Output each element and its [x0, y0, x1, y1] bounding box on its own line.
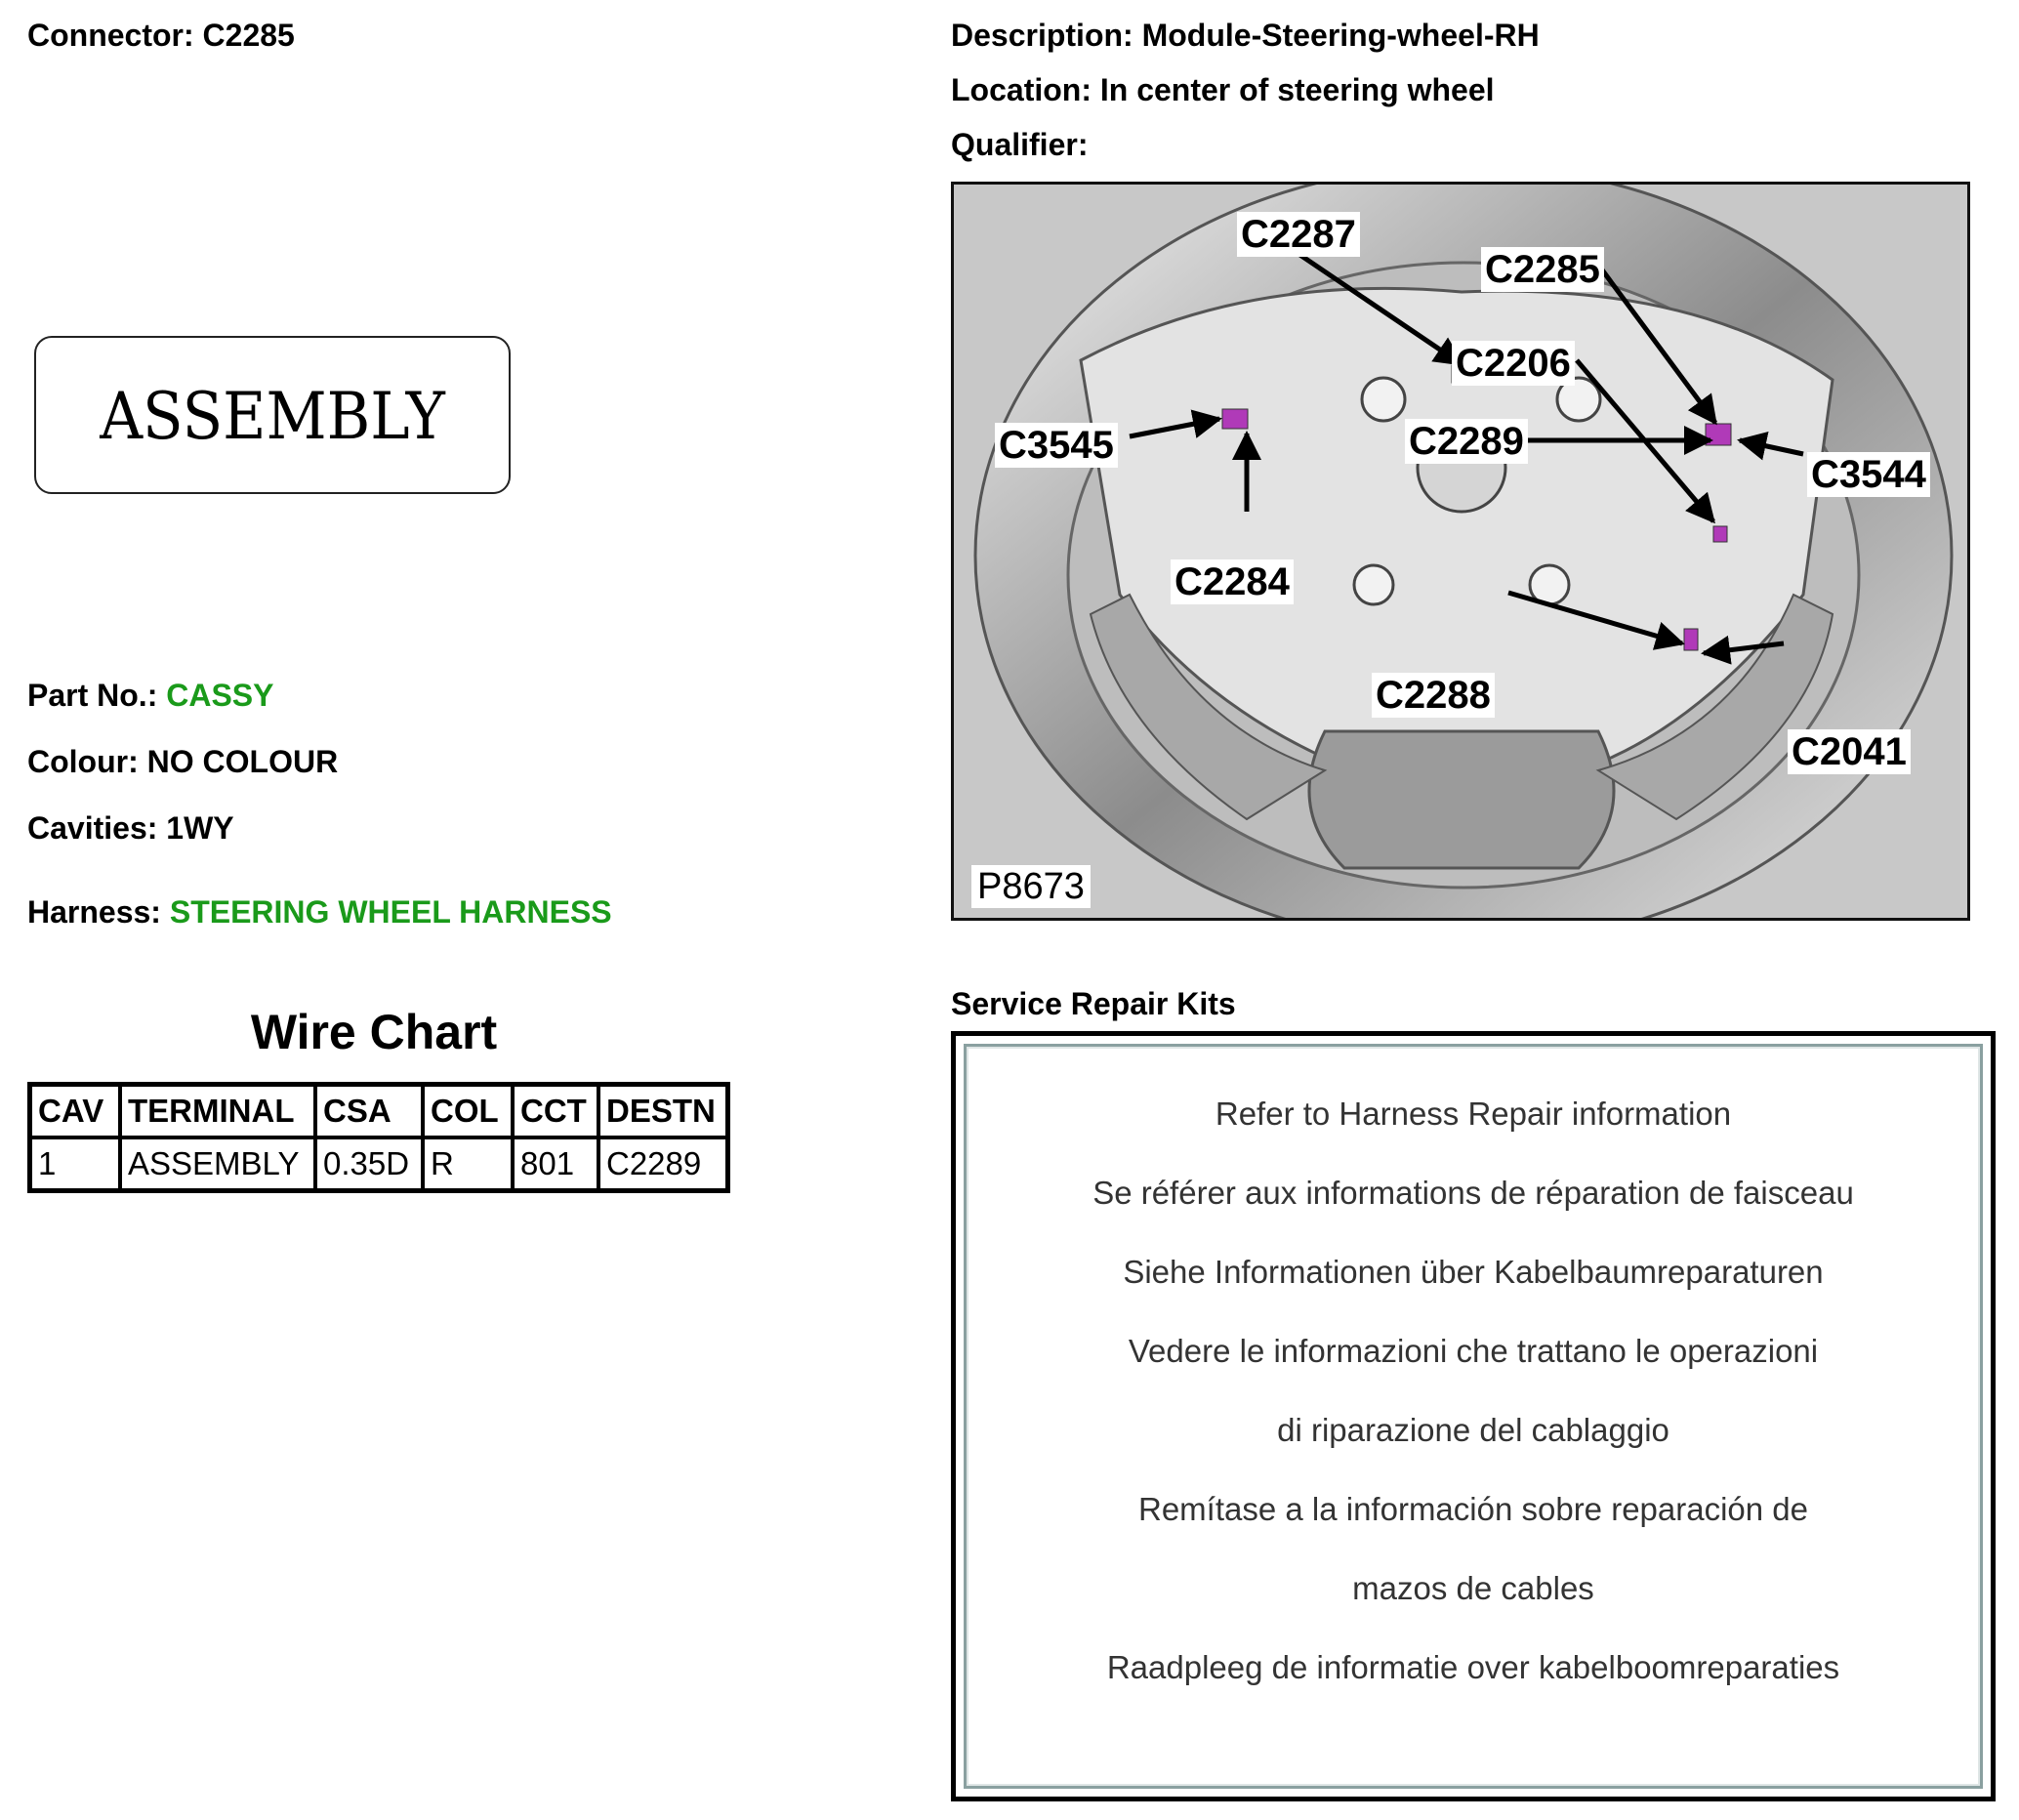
callout-c2284[interactable]: C2284 — [1171, 559, 1294, 604]
repair-line: Raadpleeg de informatie over kabelboomreparaties — [1106, 1649, 1840, 1685]
qualifier-label: Qualifier: — [951, 127, 1089, 162]
col-header-col: COL — [423, 1085, 513, 1138]
repair-line: di riparazione del cablaggio — [1277, 1412, 1669, 1448]
steering-wheel-figure — [951, 182, 1970, 921]
repair-line: Remítase a la información sobre reparación de — [1137, 1491, 1809, 1527]
callout-c2285[interactable]: C2285 — [1481, 247, 1604, 292]
callout-c2041[interactable]: C2041 — [1788, 729, 1911, 774]
cell-destn[interactable]: C2289 — [598, 1138, 728, 1191]
colour-label: Colour: NO COLOUR — [27, 744, 339, 779]
repair-line: mazos de cables — [1352, 1570, 1594, 1606]
callout-c2288[interactable]: C2288 — [1372, 673, 1495, 718]
part-no-value[interactable]: CASSY — [166, 678, 274, 713]
part-no-label: Part No.: — [27, 678, 167, 713]
harness — [27, 894, 612, 931]
callout-c2289[interactable]: C2289 — [1405, 419, 1528, 464]
col-header-terminal: TERMINAL — [120, 1085, 315, 1138]
location-label: Location: In center of steering wheel — [951, 72, 1495, 107]
repair-line: Se référer aux informations de réparation de faisceau — [1092, 1175, 1854, 1211]
service-repair-inner — [964, 1044, 1983, 1789]
repair-line: Siehe Informationen über Kabelbaumreparaturen — [1123, 1254, 1824, 1290]
cell-col: R — [423, 1138, 513, 1191]
col-header-cav: CAV — [30, 1085, 121, 1138]
repair-line: Vedere le informazioni che trattano le operazioni — [1128, 1333, 1819, 1369]
cell-terminal: ASSEMBLY — [120, 1138, 315, 1191]
service-repair-box — [951, 1031, 1996, 1801]
repair-line: Refer to Harness Repair information — [1215, 1096, 1732, 1132]
service-repair-title: Service Repair Kits — [951, 986, 1236, 1021]
figure-id: P8673 — [971, 865, 1091, 908]
connector-face — [34, 336, 511, 494]
cell-cct: 801 — [513, 1138, 598, 1191]
callout-c3544[interactable]: C3544 — [1807, 452, 1930, 497]
part-no — [27, 678, 273, 714]
cavities-label: Cavities: 1WY — [27, 810, 234, 846]
col-header-destn: DESTN — [598, 1085, 728, 1138]
harness-value[interactable]: STEERING WHEEL HARNESS — [169, 894, 612, 930]
harness-label: Harness: — [27, 894, 170, 930]
wire-chart-title: Wire Chart — [250, 1005, 498, 1059]
col-header-csa: CSA — [315, 1085, 423, 1138]
wire-chart-header-row — [30, 1085, 728, 1138]
wire-chart-table — [27, 1082, 730, 1193]
description-label: Description: Module-Steering-wheel-RH — [951, 18, 1540, 53]
steering-wheel-illustration — [954, 185, 1967, 918]
col-header-cct: CCT — [513, 1085, 598, 1138]
cell-csa: 0.35D — [315, 1138, 423, 1191]
connector-face-text: ASSEMBLY — [100, 379, 445, 454]
callout-c2206[interactable]: C2206 — [1452, 341, 1575, 386]
connector-label: Connector: C2285 — [27, 18, 295, 53]
table-row — [30, 1138, 728, 1191]
callout-c2287[interactable]: C2287 — [1237, 212, 1360, 257]
cell-cav: 1 — [30, 1138, 121, 1191]
callout-c3545[interactable]: C3545 — [995, 423, 1118, 468]
